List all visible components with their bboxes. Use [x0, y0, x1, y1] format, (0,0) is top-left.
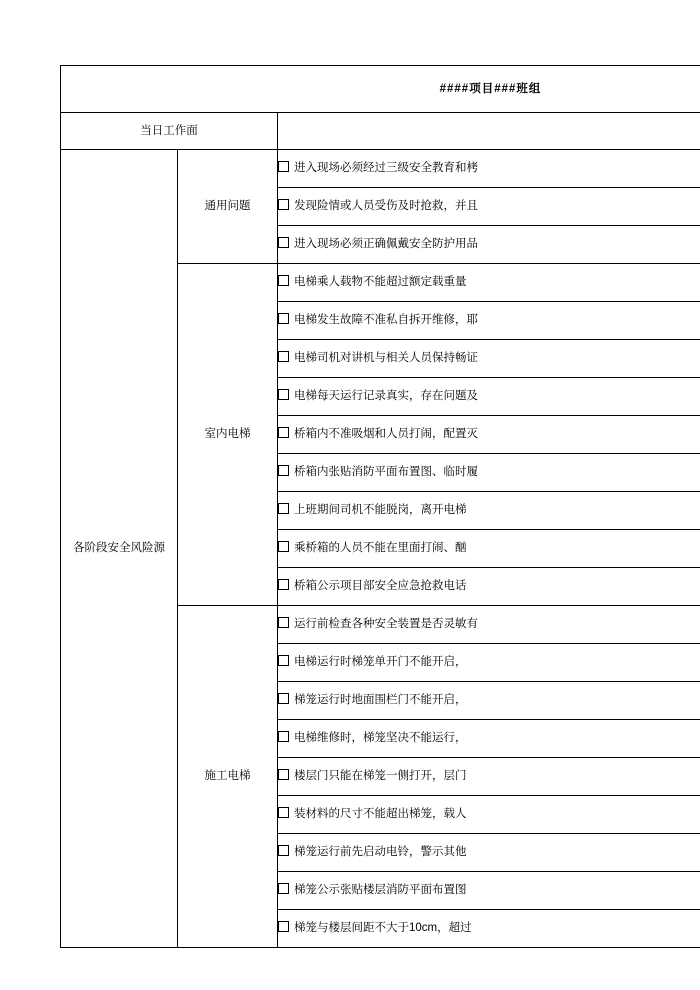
list-item[interactable]: 发现险情或人员受伤及时抢救，并且: [278, 188, 700, 226]
checkbox-icon[interactable]: [278, 541, 289, 552]
list-item[interactable]: 电梯发生故障不准私自拆开维修，耶: [278, 302, 700, 340]
list-item[interactable]: 桥箱内不准吸烟和人员打闹，配置灭: [278, 416, 700, 454]
list-item[interactable]: 进入现场必须正确佩戴安全防护用品: [278, 226, 700, 264]
list-item[interactable]: 进入现场必须经过三级安全教育和栲: [278, 150, 700, 188]
checkbox-icon[interactable]: [278, 465, 289, 476]
checkbox-icon[interactable]: [278, 731, 289, 742]
list-item[interactable]: 电梯每天运行记录真实，存在问题及: [278, 378, 700, 416]
checkbox-icon[interactable]: [278, 769, 289, 780]
list-item[interactable]: 梯笼运行时地面围栏门不能开启，: [278, 682, 700, 720]
list-item[interactable]: 电梯维修时，梯笼坚决不能运行，: [278, 720, 700, 758]
checkbox-icon[interactable]: [278, 427, 289, 438]
checkbox-icon[interactable]: [278, 237, 289, 248]
table-row: [61, 150, 700, 188]
work-face-value[interactable]: [278, 113, 700, 150]
checkbox-icon[interactable]: [278, 161, 289, 172]
checkbox-icon[interactable]: [278, 199, 289, 210]
category-label-indoor-elevator: 室内电梯: [178, 264, 278, 606]
checkbox-icon[interactable]: [278, 503, 289, 514]
checkbox-icon[interactable]: [278, 389, 289, 400]
spreadsheet-sheet: [60, 65, 700, 948]
list-item[interactable]: 梯笼公示张贴楼层消防平面布置图: [278, 872, 700, 910]
checkbox-icon[interactable]: [278, 883, 289, 894]
list-item[interactable]: 梯笼与楼层间距不大于10cm，超过: [278, 910, 700, 948]
category-label-construction-elevator: 施工电梯: [178, 606, 278, 948]
checkbox-icon[interactable]: [278, 313, 289, 324]
list-item[interactable]: 电梯乘人载物不能超过额定载重量: [278, 264, 700, 302]
list-item[interactable]: 梯笼运行前先启动电铃，警示其他: [278, 834, 700, 872]
list-item[interactable]: 上班期间司机不能脱岗，离开电梯: [278, 492, 700, 530]
list-item[interactable]: 装材料的尺寸不能超出梯笼，载人: [278, 796, 700, 834]
checkbox-icon[interactable]: [278, 275, 289, 286]
list-item[interactable]: 乘桥箱的人员不能在里面打闹、酗: [278, 530, 700, 568]
checkbox-icon[interactable]: [278, 807, 289, 818]
checkbox-icon[interactable]: [278, 845, 289, 856]
list-item[interactable]: 楼层门只能在梯笼一侧打开，层门: [278, 758, 700, 796]
work-face-label: 当日工作面: [61, 113, 278, 150]
table-row-title: [61, 66, 700, 113]
risk-checklist-table: [60, 65, 700, 948]
list-item[interactable]: 电梯司机对讲机与相关人员保持畅证: [278, 340, 700, 378]
category-label-general: 通用问题: [178, 150, 278, 264]
list-item[interactable]: 运行前检查各种安全装置是否灵敏有: [278, 606, 700, 644]
list-item[interactable]: 桥箱内张贴消防平面布置图、临时履: [278, 454, 700, 492]
list-item[interactable]: 桥箱公示项目部安全应急抢救电话: [278, 568, 700, 606]
checkbox-icon[interactable]: [278, 617, 289, 628]
list-item[interactable]: 电梯运行时梯笼单开门不能开启，: [278, 644, 700, 682]
document-title: ####项目###班组: [61, 66, 700, 113]
checkbox-icon[interactable]: [278, 655, 289, 666]
checkbox-icon[interactable]: [278, 693, 289, 704]
checkbox-icon[interactable]: [278, 351, 289, 362]
risk-source-label: 各阶段安全风险源: [61, 150, 178, 948]
checkbox-icon[interactable]: [278, 579, 289, 590]
checkbox-icon[interactable]: [278, 921, 289, 932]
table-row-work-face: [61, 113, 700, 150]
